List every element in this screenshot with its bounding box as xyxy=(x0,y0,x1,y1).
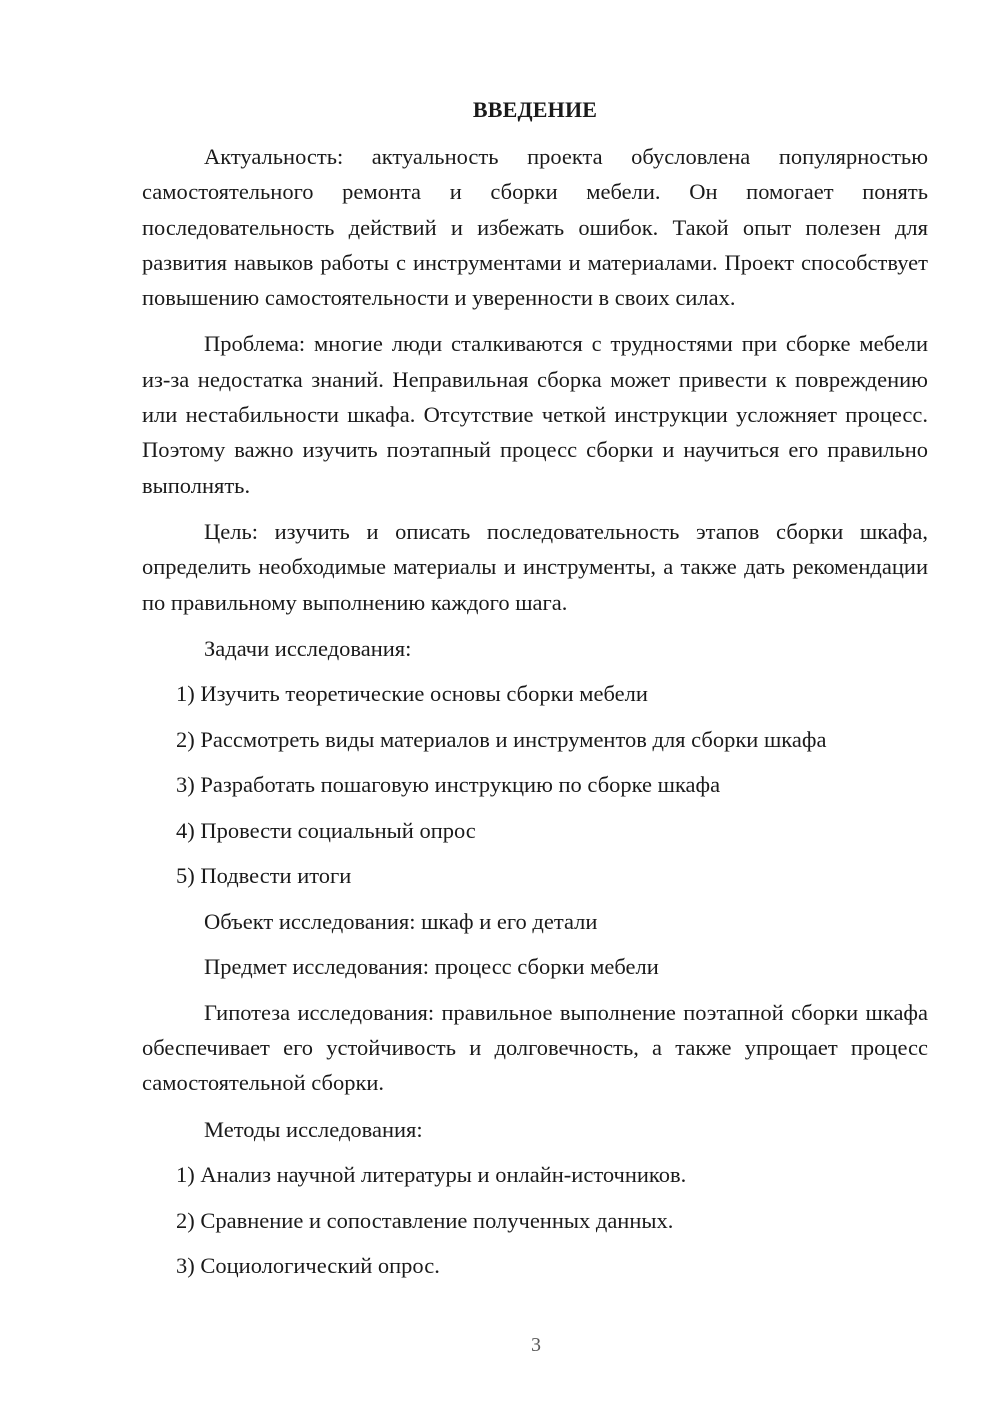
document-page xyxy=(142,93,928,1294)
tasks-heading: Задачи исследования: xyxy=(204,635,412,661)
paragraph-hypothesis: Гипотеза исследования: правильное выполнение поэтапной сборки шкафа обеспечивает его устойчивость и долговечность, а также упрощает процесс самостоятельной сборки. xyxy=(142,999,928,1096)
paragraph-relevance: Актуальность: актуальность проекта обусловлена популярностью самостоятельного ремонта и сборки мебели. Он помогает понять последовательность действий и избежать ошибок. Такой опыт полезен для развития навыков работы с инструментами и материалами. Проект способствует повышению самостоятельности и уверенности в своих силах. xyxy=(142,144,928,311)
paragraph-goal: Цель: изучить и описать последовательность этапов сборки шкафа, определить необходимые материалы и инструменты, а также дать рекомендации по правильному выполнению каждого шага. xyxy=(142,518,928,615)
list-item: 4) Провести социальный опрос xyxy=(176,817,476,843)
tasks-list xyxy=(142,676,928,893)
page-title: ВВЕДЕНИЕ xyxy=(472,97,598,122)
methods-heading: Методы исследования: xyxy=(204,1116,423,1142)
list-item: 2) Сравнение и сопоставление полученных данных. xyxy=(176,1207,674,1233)
list-item: 2) Рассмотреть виды материалов и инструментов для сборки шкафа xyxy=(176,726,827,752)
methods-list xyxy=(142,1157,928,1283)
list-item: 5) Подвести итоги xyxy=(176,863,352,889)
page-number: 3 xyxy=(531,1334,541,1356)
list-item: 1) Анализ научной литературы и онлайн-источников. xyxy=(176,1162,687,1188)
list-item: 1) Изучить теоретические основы сборки мебели xyxy=(176,681,648,707)
research-subject: Предмет исследования: процесс сборки мебели xyxy=(204,954,659,980)
list-item: 3) Разработать пошаговую инструкцию по сборке шкафа xyxy=(176,772,721,798)
list-item: 3) Социологический опрос. xyxy=(176,1253,440,1279)
paragraph-problem: Проблема: многие люди сталкиваются с трудностями при сборке мебели из-за недостатка знаний. Неправильная сборка может привести к повреждению или нестабильности шкафа. Отсутствие четкой инструкции усложняет процесс. Поэтому важно изучить поэтапный процесс сборки и научиться его правильно выполнять. xyxy=(142,331,928,498)
research-object: Объект исследования: шкаф и его детали xyxy=(204,908,598,934)
